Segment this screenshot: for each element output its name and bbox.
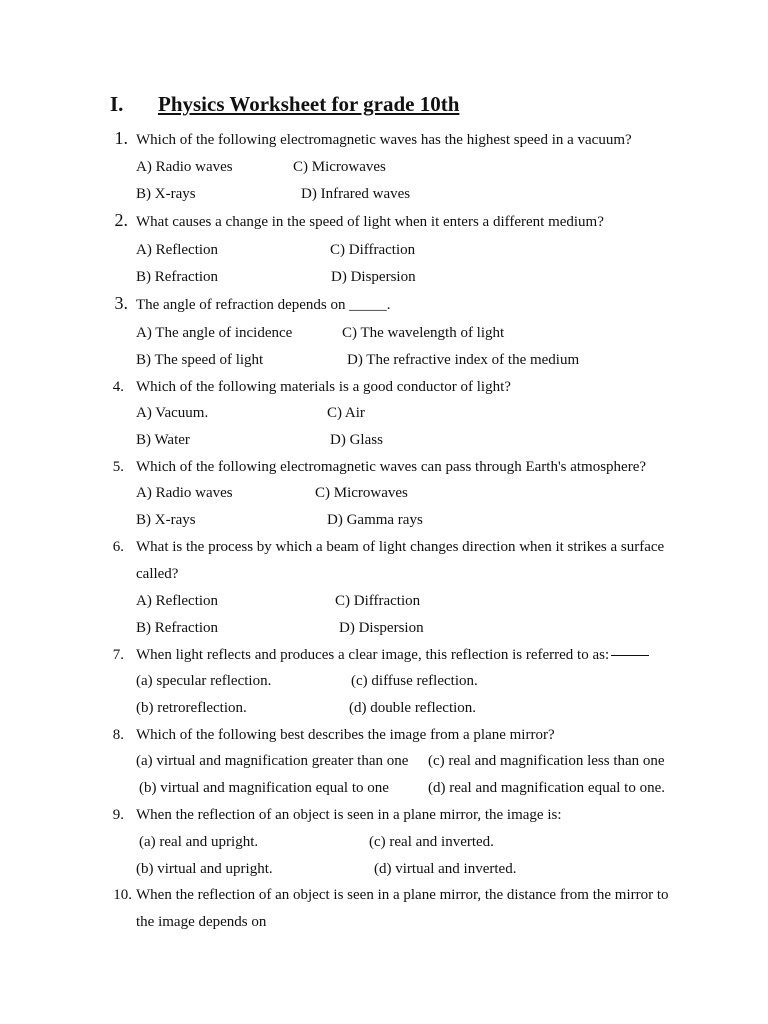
option-c: C) Diffraction [330,242,416,258]
option-d: (d) virtual and inverted. [374,861,517,877]
question-text: The angle of refraction depends on _____. [136,297,391,313]
option-a: (a) specular reflection. [136,673,272,689]
option-c: (c) real and magnification less than one [428,753,665,769]
question-number: 1. [114,128,128,148]
option-a: A) Radio waves [136,485,233,501]
option-b: B) Refraction [136,620,219,636]
option-a: A) Reflection [136,593,219,609]
option-d: D) Gamma rays [327,512,423,528]
option-c: (c) real and inverted. [369,834,494,850]
option-b: (b) virtual and upright. [136,861,273,877]
question-text: What is the process by which a beam of light changes direction when it strikes a surface [136,539,665,555]
question-number: 2. [114,210,128,230]
option-b: B) Refraction [136,269,219,285]
question-number: 9. [112,807,124,823]
option-b: B) X-rays [136,512,196,528]
question-text-continued: called? [136,566,179,582]
option-c: C) Air [327,405,365,421]
question-text: Which of the following electromagnetic waves can pass through Earth's atmosphere? [136,459,647,475]
question-number: 4. [112,379,124,395]
option-b: B) The speed of light [136,352,264,368]
question-text: When the reflection of an object is seen in a plane mirror, the image is: [136,807,562,823]
section-number: I. [110,92,124,116]
option-c: C) Microwaves [315,485,408,501]
option-d: (d) double reflection. [349,700,477,716]
question-number: 8. [112,727,124,743]
option-c: C) Microwaves [293,159,386,175]
option-d: D) Dispersion [331,269,416,285]
question-number: 10. [113,887,132,903]
question-number: 6. [112,539,124,555]
option-b: B) X-rays [136,186,196,202]
option-d: D) Dispersion [339,620,424,636]
question-number: 5. [112,459,124,475]
option-c: (c) diffuse reflection. [351,673,478,689]
option-d: D) The refractive index of the medium [347,352,580,368]
option-a: A) Radio waves [136,159,233,175]
question-number: 7. [112,647,124,663]
option-b: (b) retroreflection. [136,700,247,716]
option-d: D) Infrared waves [301,186,411,202]
question-text: Which of the following materials is a good conductor of light? [136,379,511,395]
question-text: What causes a change in the speed of light when it enters a different medium? [136,214,604,230]
option-a: (a) real and upright. [139,834,259,850]
option-c: C) Diffraction [335,593,421,609]
option-b: (b) virtual and magnification equal to one [139,780,389,796]
question-text: Which of the following electromagnetic waves has the highest speed in a vacuum? [136,132,632,148]
question-text: When light reflects and produces a clear image, this reflection is referred to as: [136,647,610,663]
option-a: A) The angle of incidence [136,325,293,341]
option-a: A) Reflection [136,242,219,258]
page-title: Physics Worksheet for grade 10th [158,92,460,116]
question-text-continued: the image depends on [136,914,267,930]
option-b: B) Water [136,432,190,448]
question-text: Which of the following best describes the image from a plane mirror? [136,727,555,743]
option-d: D) Glass [330,432,383,448]
option-c: C) The wavelength of light [342,325,505,341]
option-d: (d) real and magnification equal to one. [428,780,665,796]
answer-blank [611,655,649,656]
option-a: (a) virtual and magnification greater than one [136,753,409,769]
option-a: A) Vacuum. [136,405,209,421]
question-number: 3. [114,293,128,313]
question-text: When the reflection of an object is seen in a plane mirror, the distance from the mirror to [136,887,669,903]
